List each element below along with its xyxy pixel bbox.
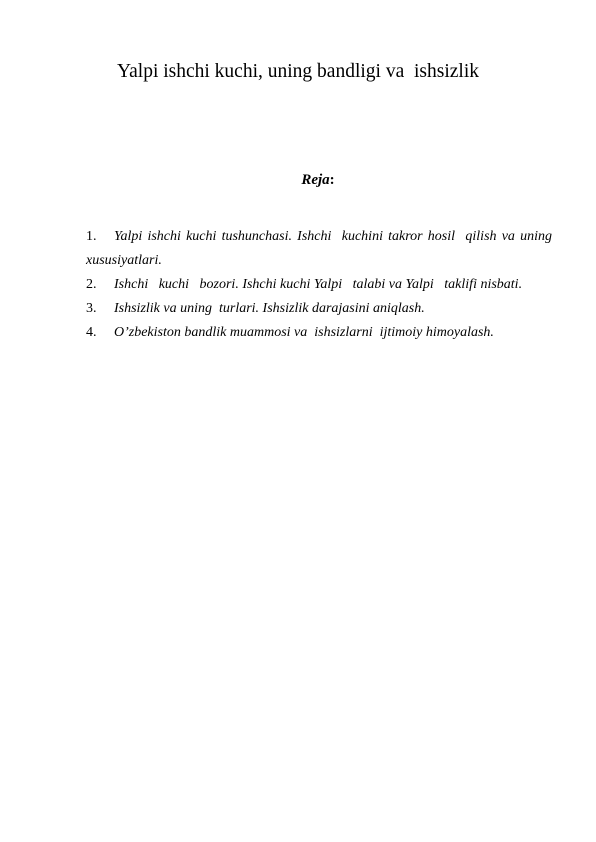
plan-item-text: O’zbekiston bandlik muammosi va ishsizlarni ijtimoiy himoyalash. [114,325,494,340]
plan-item-number: 4. [86,325,97,340]
plan-heading-colon: : [329,172,335,188]
plan-item-number: 2. [86,277,97,292]
plan-item-4 [86,321,552,345]
plan-item-text: Ishsizlik va uning turlari. Ishsizlik darajasini aniqlash. [114,301,425,316]
plan-item-number: 1. [86,229,97,244]
plan-item-text: Ishchi kuchi bozori. Ishchi kuchi Yalpi talabi va Yalpi taklifi nisbati. [114,277,523,292]
plan-list [86,225,559,345]
plan-item-1 [86,225,559,273]
plan-heading [0,170,596,190]
plan-heading-label: Reja [301,172,330,188]
plan-item-3 [86,297,552,321]
plan-item-text: Yalpi ishchi kuchi tushunchasi. Ishchi kuchini takror hosil qilish va uning xususiyatlari. [86,229,559,268]
document-title: Yalpi ishchi kuchi, uning bandligi va ishsizlik [116,61,479,82]
plan-item-2 [86,273,552,297]
plan-item-number: 3. [86,301,97,316]
